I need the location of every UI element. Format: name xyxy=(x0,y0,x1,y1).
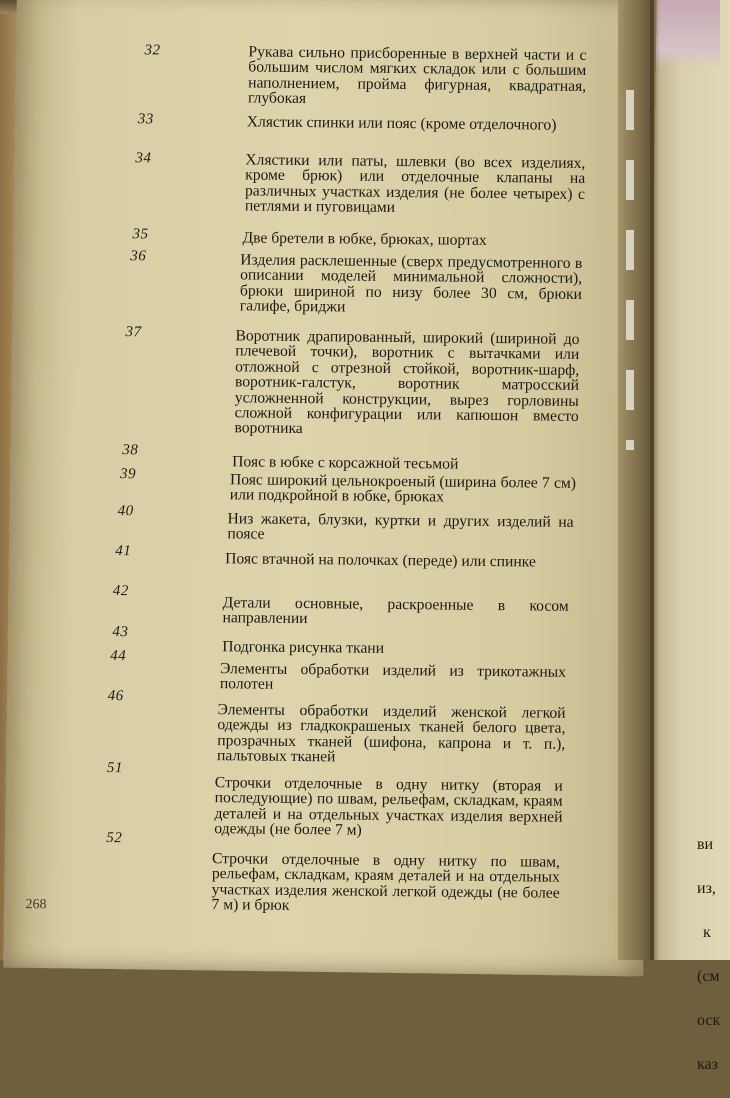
entry-text: Хлястик спинки или пояс (кроме отделочного) xyxy=(246,113,557,134)
entry-text: Пояс широкий цельнокроеный (ширина более 7 см) или подкройной в юбке, брюках xyxy=(229,471,577,506)
entry-number: 33 xyxy=(137,111,154,128)
entry-number: 46 xyxy=(107,687,124,705)
entry-number: 34 xyxy=(135,150,152,167)
entry-number: 38 xyxy=(122,442,139,459)
entry-text: Строчки отделочные в одну нитку по швам, рельефам, складкам, краям деталей и на отдельных участках изделия женской легкой одежды (не более 7 м) и брюк xyxy=(211,850,561,915)
facing-page-text xyxy=(697,812,727,1098)
entry-text: Две бретели в юбке, брюках, шортах xyxy=(242,229,487,249)
entry-number: 44 xyxy=(110,648,127,665)
facing-line: оск xyxy=(697,1012,721,1029)
entry-text: Подгонка рисунка ткани xyxy=(222,638,385,657)
entry-number: 37 xyxy=(125,324,142,341)
entry-text: Пояс втачной на полочках (переде) или спинке xyxy=(225,550,536,571)
entry-number: 42 xyxy=(112,583,129,600)
facing-line: к xyxy=(703,924,711,941)
entry-number: 43 xyxy=(112,624,129,641)
entry-text: Пояс в юбке с корсажной тесьмой xyxy=(232,453,459,473)
entry-text: Элементы обработки изделий женской легкой одежды из гладкокрашеных тканей белого цвета, прозрачных тканей (шифона, капрона и т. п.), пальтовых тканей xyxy=(217,701,566,766)
entry-text: Элементы обработки изделий из трикотажных полотен xyxy=(219,660,567,694)
entry-text: Строчки отделочные в одну нитку (вторая и последующие) по швам, рельефам, складкам, краям деталей и на отдельных участках изделия верхней одежды (не более 7 м) xyxy=(214,774,563,839)
entry-text: Низ жакета, блузки, куртки и других изделий на поясе xyxy=(227,510,574,544)
entry-number: 40 xyxy=(117,503,134,520)
entry-text: Рукава сильно присборенные в верхней части и с большим числом мягких складок или с большим наполнением, пройма фигурная, квадратная, глубокая xyxy=(247,43,587,108)
entry-number: 36 xyxy=(130,248,147,265)
entry-text: Изделия расклешенные (сверх предусмотренного в описании моделей минимальной сложности), брюки шириной по низу более 30 см, брюки галифе, бриджи xyxy=(239,251,583,316)
page-number: 268 xyxy=(25,897,47,913)
entry-number: 41 xyxy=(115,543,132,560)
entry-number: 51 xyxy=(106,759,124,777)
entry-number: 32 xyxy=(144,42,161,59)
entry-number: 35 xyxy=(132,226,149,243)
facing-line: из, xyxy=(697,880,716,897)
entry-number: 39 xyxy=(119,466,137,483)
facing-line: каз xyxy=(697,1056,718,1073)
entry-number: 52 xyxy=(106,829,123,847)
entry-text: Детали основные, раскроенные в косом направлении xyxy=(222,594,569,628)
entry-text: Воротник драпированный, широкий (шириной до плечевой точки), воротник с вытачками или отложной с отрезной стойкой, воротник-шарф, воротник-галстук, воротник матросский усложненной конструкции, вырез горловины сложной конфигурации или капюшон вместо воротника xyxy=(234,327,580,438)
facing-line: ви xyxy=(697,836,714,853)
entry-text: Хлястики или паты, шлевки (во всех изделиях, кроме брюк) или отделочные клапаны на различных участках изделия (не более четырех) с петлями и пуговицами xyxy=(244,151,586,217)
facing-line: (см xyxy=(697,968,720,985)
